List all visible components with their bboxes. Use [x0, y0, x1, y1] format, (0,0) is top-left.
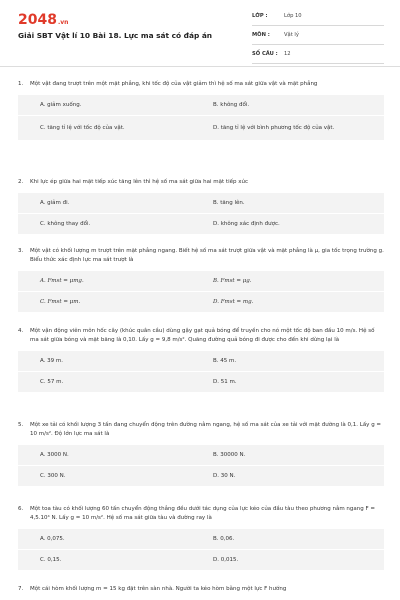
options-row [18, 550, 384, 571]
option-text: B. không đổi. [213, 102, 250, 108]
option-text: A. giảm đi. [40, 200, 70, 206]
options-row [18, 351, 384, 372]
option-text: C. tăng tỉ lệ với tốc độ của vật. [40, 125, 125, 131]
option-a[interactable] [40, 445, 200, 465]
meta-key: LỚP : [252, 13, 268, 19]
option-text: A. Fmst = μmg. [40, 278, 84, 284]
options-row [18, 466, 384, 487]
meta-panel [252, 10, 384, 67]
options-row [18, 214, 384, 235]
question-1 [18, 80, 384, 141]
option-a[interactable] [40, 271, 200, 291]
options-row [18, 193, 384, 214]
question-number: 7. [18, 586, 24, 592]
meta-key: MÔN : [252, 32, 270, 38]
option-text: D. 30 N. [213, 473, 236, 479]
option-text: B. 30000 N. [213, 452, 246, 458]
question-2 [18, 178, 384, 235]
option-c[interactable] [40, 466, 200, 486]
question-number: 1. [18, 81, 24, 87]
option-c[interactable] [40, 372, 200, 392]
option-text: D. 51 m. [213, 379, 237, 385]
site-logo[interactable] [18, 12, 68, 28]
options-row [18, 372, 384, 393]
question-text: Một vật có khối lượng m trượt trên mặt phẳng ngang. Biết hệ số ma sát trượt giữa vật và mặt phẳng là μ, gia tốc trọng trường g. Biểu thức xác định lực ma sát trượt là [30, 248, 384, 263]
option-text: B. 45 m. [213, 358, 237, 364]
option-text: B. tăng lên. [213, 200, 245, 206]
question-7 [18, 585, 384, 594]
meta-value: 12 [284, 51, 291, 57]
option-d[interactable] [213, 372, 373, 392]
options-row [18, 271, 384, 292]
option-b[interactable] [213, 445, 373, 465]
question-text: Một cái hòm khối lượng m = 15 kg đặt trên sàn nhà. Người ta kéo hòm bằng một lực F hướng [30, 586, 287, 592]
question-stem [18, 178, 384, 187]
question-stem [18, 80, 384, 89]
option-text: D. không xác định được. [213, 221, 280, 227]
option-text: C. 57 m. [40, 379, 64, 385]
option-a[interactable] [40, 95, 200, 115]
question-number: 5. [18, 422, 24, 428]
option-b[interactable] [213, 95, 373, 115]
option-text: C. không thay đổi. [40, 221, 91, 227]
option-text: B. 0,06. [213, 536, 235, 542]
option-d[interactable] [213, 214, 373, 234]
option-c[interactable] [40, 214, 200, 234]
meta-row-subject [252, 29, 384, 45]
option-text: A. 39 m. [40, 358, 64, 364]
question-text: Khi lực ép giữa hai mặt tiếp xúc tăng lên thì hệ số ma sát giữa hai mặt tiếp xúc [30, 179, 248, 185]
option-d[interactable] [213, 550, 373, 570]
options-box [18, 445, 384, 487]
question-stem [18, 247, 384, 265]
options-row [18, 116, 384, 141]
page-header [0, 0, 400, 67]
option-text: C. Fmst = μm. [40, 299, 81, 305]
option-text: D. 0,015. [213, 557, 239, 563]
options-row [18, 292, 384, 313]
options-box [18, 351, 384, 393]
question-stem [18, 505, 384, 523]
question-number: 6. [18, 506, 24, 512]
question-text: Một toa tàu có khối lượng 60 tấn chuyển động thẳng đều dưới tác dụng của lực kéo của đầu tàu theo phương nằm ngang F = 4,5.10⁴ N. Lấy g = 10 m/s². Hệ số ma sát giữa tàu và đường ray là [30, 506, 376, 521]
option-c[interactable] [40, 292, 200, 312]
question-number: 2. [18, 179, 24, 185]
options-box [18, 529, 384, 571]
options-row [18, 95, 384, 116]
option-text: A. 3000 N. [40, 452, 69, 458]
question-stem [18, 585, 384, 594]
options-box [18, 193, 384, 235]
option-b[interactable] [213, 271, 373, 291]
options-row [18, 529, 384, 550]
logo-suffix: .vn [57, 19, 69, 26]
meta-value: Lớp 10 [284, 13, 302, 19]
meta-key: SỐ CÂU : [252, 51, 278, 57]
option-d[interactable] [213, 292, 373, 312]
options-row [18, 445, 384, 466]
option-text: D. tăng tỉ lệ với bình phương tốc độ của vật. [213, 125, 335, 131]
option-text: B. Fmst = μg. [213, 278, 252, 284]
option-d[interactable] [213, 466, 373, 486]
logo-text: 2048 [18, 12, 57, 28]
options-box [18, 95, 384, 141]
question-number: 4. [18, 328, 24, 334]
option-text: C. 0,15. [40, 557, 62, 563]
meta-value: Vật lý [284, 32, 299, 38]
option-b[interactable] [213, 351, 373, 371]
option-a[interactable] [40, 193, 200, 213]
question-text: Một vật đang trượt trên một mặt phẳng, khi tốc độ của vật giảm thì hệ số ma sát giữa vật và mặt phẳng [30, 81, 318, 87]
meta-row-class [252, 10, 384, 26]
question-number: 3. [18, 248, 24, 254]
option-c[interactable] [40, 550, 200, 570]
option-text: C. 300 N. [40, 473, 66, 479]
question-5 [18, 421, 384, 487]
option-d[interactable] [213, 116, 373, 140]
option-text: D. Fmst = mg. [213, 299, 254, 305]
option-a[interactable] [40, 529, 200, 549]
question-stem [18, 327, 384, 345]
question-text: Một xe tải có khối lượng 3 tấn đang chuyển động trên đường nằm ngang, hệ số ma sát của xe tải với mặt đường là 0,1. Lấy g = 10 m/s². Độ lớn lực ma sát là [30, 422, 382, 437]
question-stem [18, 421, 384, 439]
options-box [18, 271, 384, 313]
page-title: Giải SBT Vật lí 10 Bài 18. Lực ma sát có đáp án [18, 31, 213, 40]
option-text: A. giảm xuống. [40, 102, 82, 108]
meta-row-count [252, 48, 384, 64]
question-6 [18, 505, 384, 571]
option-b[interactable] [213, 529, 373, 549]
option-c[interactable] [40, 116, 200, 140]
option-text: A. 0,075. [40, 536, 65, 542]
question-3 [18, 247, 384, 313]
option-a[interactable] [40, 351, 200, 371]
question-text: Một vận động viên môn hốc cây (khúc quân cầu) dùng gậy gạt quả bóng để truyền cho nó một tốc độ ban đầu 10 m/s. Hệ số ma sát giữa bóng và mặt băng là 0,10. Lấy g = 9,8 m/s². Quãng đường quả bóng đi được cho đến khi dừng lại là [30, 328, 375, 343]
option-b[interactable] [213, 193, 373, 213]
question-4 [18, 327, 384, 393]
